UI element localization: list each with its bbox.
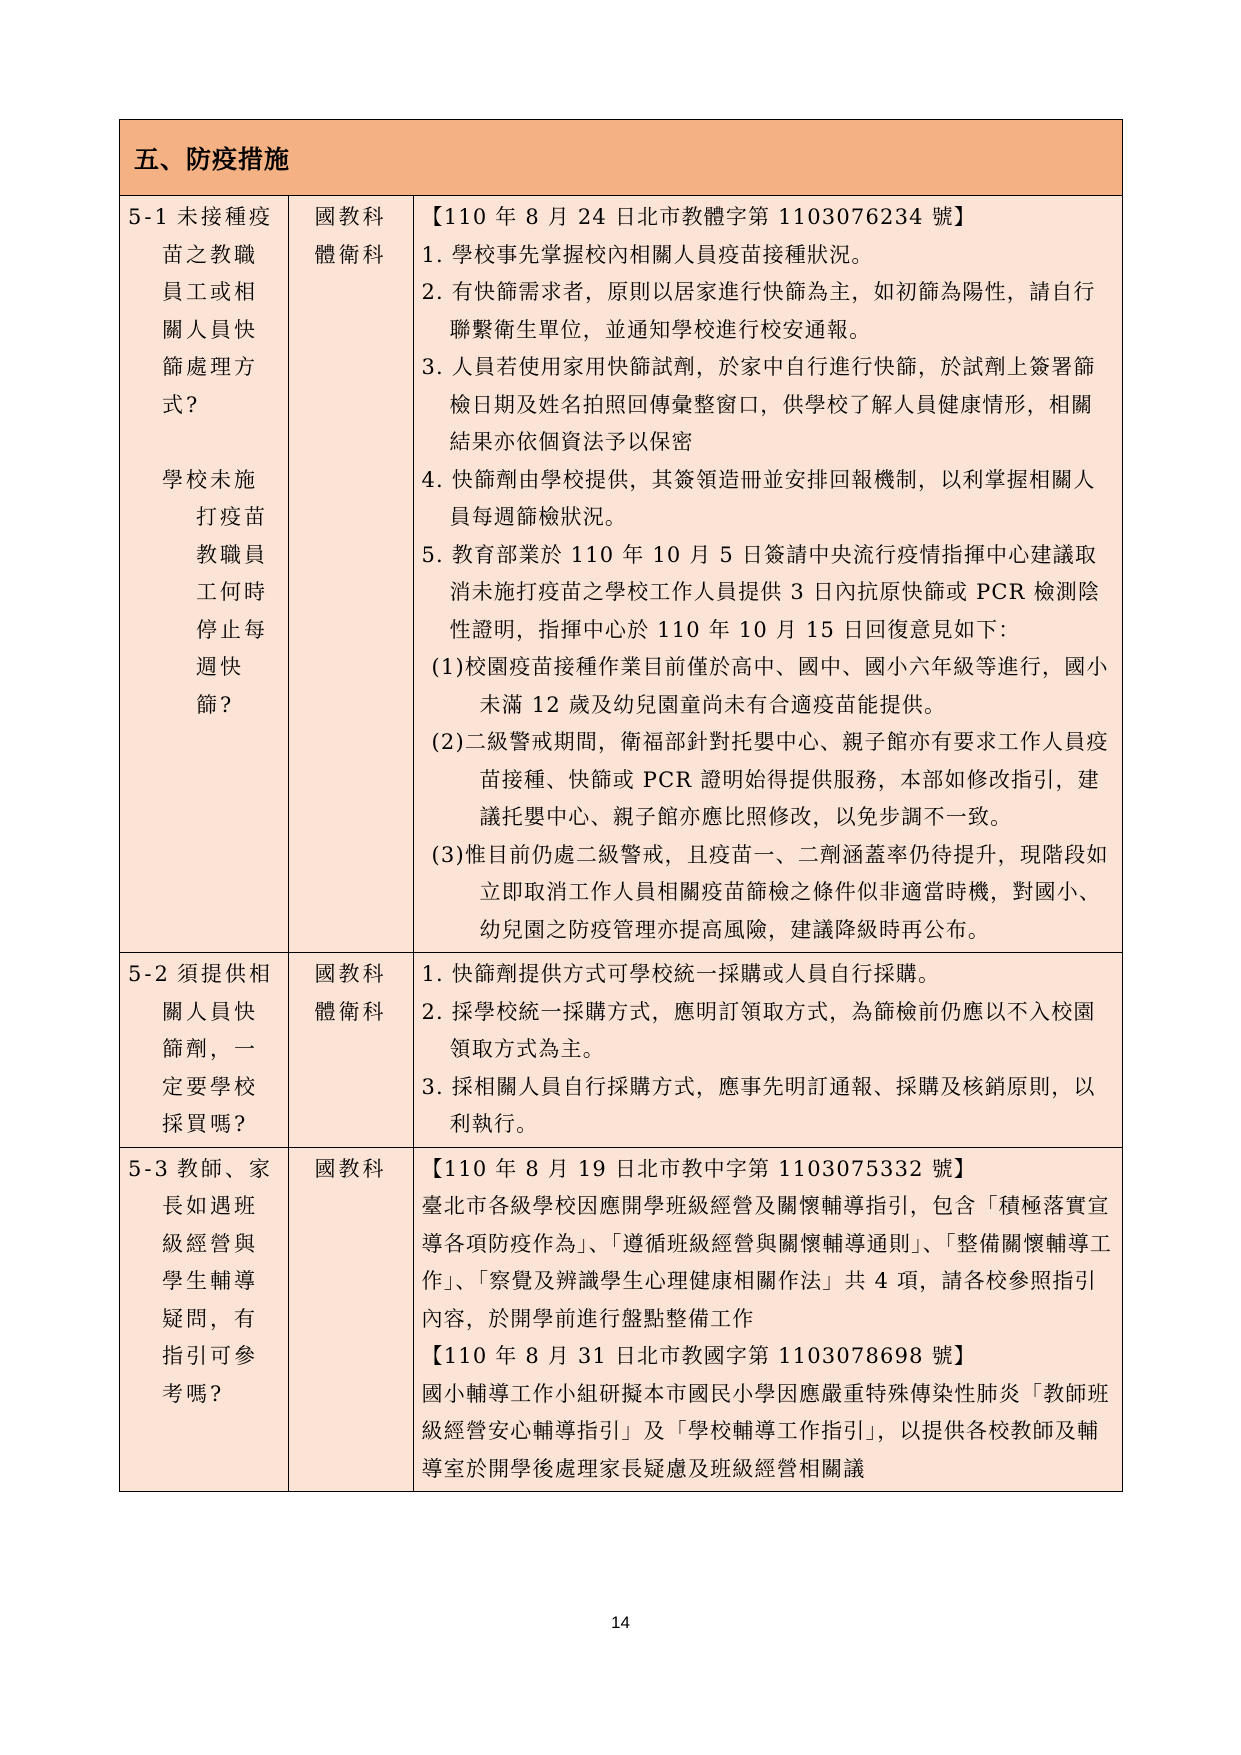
question-cell — [120, 1147, 288, 1491]
question-id: 5-3 — [128, 1156, 171, 1181]
answer-item: 2. 有快篩需求者，原則以居家進行快篩為主，如初篩為陽性，請自行聯繫衛生單位，並通知學校進行校安通報。 — [421, 280, 1096, 342]
responsible-unit: 國教科 — [314, 1156, 387, 1181]
responsible-unit: 國教科 — [314, 962, 387, 986]
answer-subitem: (1)校園疫苗接種作業目前僅於高中、國中、國小六年級等進行，國小未滿 12 歲及幼兒園童尚未有合適疫苗能提供。 — [431, 655, 1109, 717]
answer-item: 3. 採相關人員自行採購方式，應事先明訂通報、採購及核銷原則，以利執行。 — [421, 1074, 1096, 1136]
answer-text: 國小輔導工作小組研擬本市國民小學因應嚴重特殊傳染性肺炎「教師班級經營安心輔導指引」及「學校輔導工作指引」，以提供各校教師及輔導室於開學後處理家長疑慮及班級經營相關議 — [421, 1381, 1110, 1481]
answer-text: 【110 年 8 月 24 日北市教體字第 1103076234 號】 — [421, 205, 976, 229]
question-cell — [120, 196, 288, 953]
responsible-unit: 體衛科 — [314, 242, 387, 267]
answer-text: 【110 年 8 月 19 日北市教中字第 1103075332 號】 — [421, 1156, 976, 1181]
answer-subitem: (2)二級警戒期間，衛福部針對托嬰中心、親子館亦有要求工作人員疫苗接種、快篩或 PCR 證明始得提供服務，本部如修改指引，建議托嬰中心、親子館亦應比照修改，以免步調不一致。 — [431, 730, 1109, 829]
answer-item: 1. 學校事先掌握校內相關人員疫苗接種狀況。 — [421, 242, 874, 267]
unit-cell — [288, 196, 413, 953]
question-text: 學校未施打疫苗教職員工何時停止每週快篩? — [162, 467, 268, 717]
answer-cell — [413, 1147, 1122, 1491]
answer-cell — [413, 196, 1122, 953]
answer-item: 4. 快篩劑由學校提供，其簽領造冊並安排回報機制，以利掌握相關人員每週篩檢狀況。 — [421, 467, 1096, 529]
responsible-unit: 體衛科 — [314, 999, 387, 1024]
table-row — [120, 1147, 1122, 1491]
table-row — [120, 953, 1122, 1148]
question-id: 5-2 — [128, 962, 171, 986]
measures-table-container — [119, 119, 1123, 1492]
question-text: 須提供相關人員快篩劑，一定要學校採買嗎? — [162, 962, 273, 1136]
unit-cell — [288, 1147, 413, 1491]
question-cell — [120, 953, 288, 1148]
section-title: 五、防疫措施 — [120, 120, 1122, 196]
answer-text: 臺北市各級學校因應開學班級經營及關懷輔導指引，包含「積極落實宣導各項防疫作為」、「遵循班級經營與關懷輔導通則」、「整備關懷輔導工作」、「察覺及辨識學生心理健康相關作法」共 4 項，請各校參照指引內容，於開學前進行盤點整備工作 — [421, 1194, 1113, 1331]
answer-item: 5. 教育部業於 110 年 10 月 5 日簽請中央流行疫情指揮中心建議取消未施打疫苗之學校工作人員提供 3 日內抗原快篩或 PCR 檢測陰性證明，指揮中心於 110 年 10 月 15 日回復意見如下： — [421, 542, 1101, 642]
answer-cell — [413, 953, 1122, 1148]
answer-item: 3. 人員若使用家用快篩試劑，於家中自行進行快篩，於試劑上簽署篩檢日期及姓名拍照回傳彙整窗口，供學校了解人員健康情形，相關結果亦依個資法予以保密 — [421, 355, 1096, 454]
responsible-unit: 國教科 — [314, 205, 387, 229]
answer-item: 2. 採學校統一採購方式，應明訂領取方式，為篩檢前仍應以不入校園領取方式為主。 — [421, 999, 1096, 1061]
question-spacer — [162, 424, 278, 462]
question-text: 教師、家長如遇班級經營與學生輔導疑問，有指引可參考嗎? — [162, 1156, 273, 1406]
table-row — [120, 196, 1122, 953]
answer-item: 1. 快篩劑提供方式可學校統一採購或人員自行採購。 — [421, 962, 941, 986]
answer-text: 【110 年 8 月 31 日北市教國字第 1103078698 號】 — [421, 1344, 976, 1368]
faq-table-body — [120, 196, 1122, 1491]
question-text: 未接種疫苗之教職員工或相關人員快篩處理方式? — [162, 205, 273, 417]
unit-cell — [288, 953, 413, 1148]
answer-subitem: (3)惟目前仍處二級警戒，且疫苗一、二劑涵蓋率仍待提升，現階段如立即取消工作人員相關疫苗篩檢之條件似非適當時機，對國小、幼兒園之防疫管理亦提高風險，建議降級時再公布。 — [431, 842, 1109, 942]
page-number: 14 — [611, 1613, 630, 1632]
faq-table — [120, 196, 1122, 1491]
question-id: 5-1 — [128, 205, 171, 229]
